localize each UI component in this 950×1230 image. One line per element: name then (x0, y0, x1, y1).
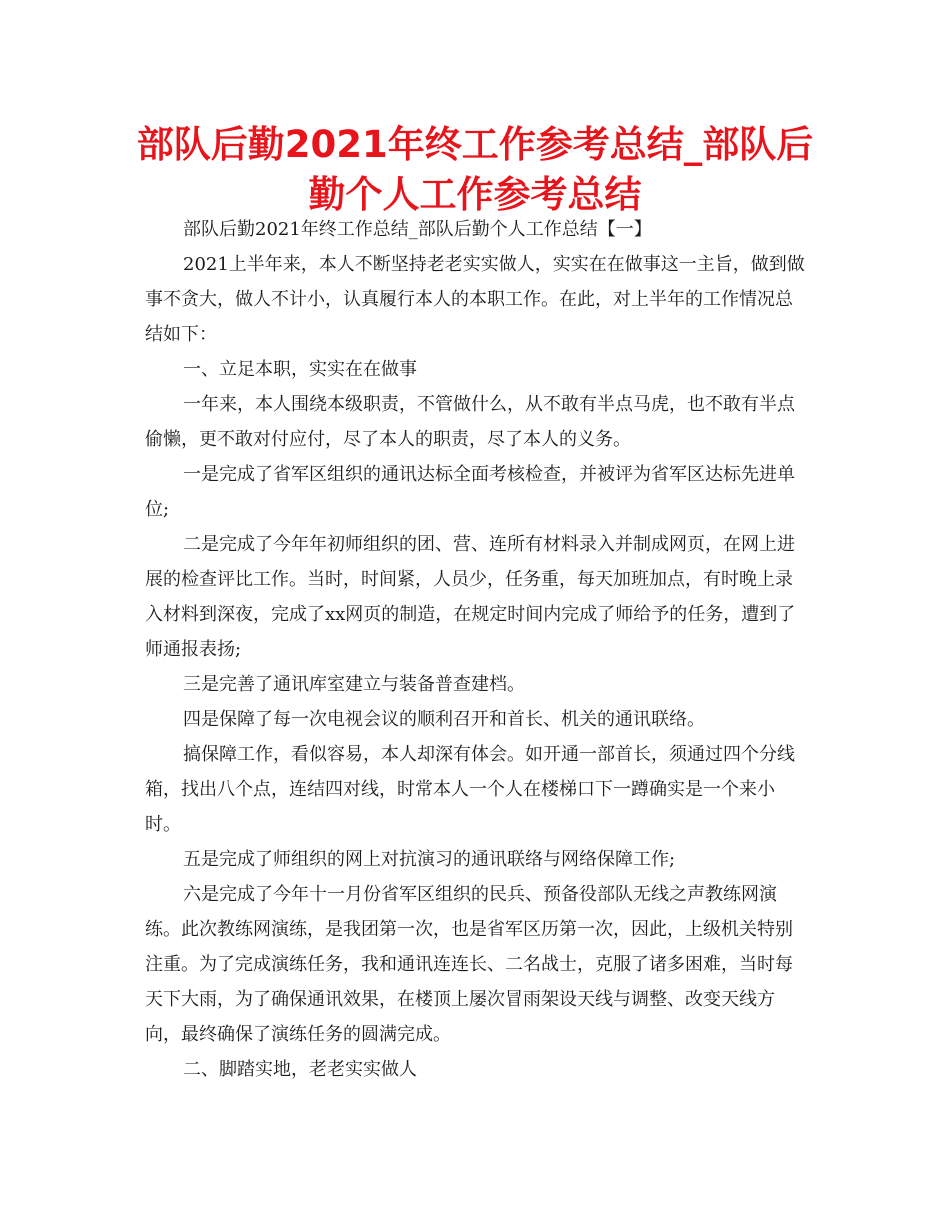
paragraph: 四是保障了每一次电视会议的顺利召开和首长、机关的通讯联络。 (183, 709, 705, 730)
section-heading: 二、脚踏实地，老老实实做人 (183, 1059, 417, 1080)
paragraph: 2021上半年来，本人不断坚持老老实实做人，实实在在做事这一主旨，做到做事不贪大，做人不计小，认真履行本人的本职工作。在此，对上半年的工作情况总结如下： (145, 254, 805, 345)
paragraph: 六是完成了今年十一月份省军区组织的民兵、预备役部队无线之声教练网演练。此次教练网演练，是我团第一次，也是省军区历第一次，因此，上级机关特别注重。为了完成演练任务，我和通讯连连长、二名战士，克服了诸多困难，当时每天下大雨，为了确保通讯效果，在楼顶上屡次冒雨架设天线与调整、改变天线方向，最终确保了演练任务的圆满完成。 (145, 884, 793, 1045)
section-heading: 部队后勤2021年终工作总结_部队后勤个人工作总结【一】 (183, 219, 652, 240)
paragraph: 三是完善了通讯库室建立与装备普查建档。 (183, 674, 525, 695)
section-heading: 一、立足本职，实实在在做事 (183, 359, 417, 380)
document-body (145, 212, 805, 1087)
paragraph: 一是完成了省军区组织的通讯达标全面考核检查，并被评为省军区达标先进单位; (145, 464, 795, 520)
paragraph: 搞保障工作，看似容易，本人却深有体会。如开通一部首长，须通过四个分线箱，找出八个点，连结四对线，时常本人一个人在楼梯口下一蹲确实是一个来小时。 (145, 744, 795, 835)
paragraph: 二是完成了今年年初师组织的团、营、连所有材料录入并制成网页，在网上进展的检查评比工作。当时，时间紧，人员少，任务重，每天加班加点，有时晚上录入材料到深夜，完成了xx网页的制造，在规定时间内完成了师给予的任务，遭到了师通报表扬; (145, 534, 796, 660)
paragraph: 一年来，本人围绕本级职责，不管做什么，从不敢有半点马虎，也不敢有半点偷懒，更不敢对付应付，尽了本人的职责，尽了本人的义务。 (145, 394, 795, 450)
document-title: 部队后勤2021年终工作参考总结_部队后勤个人工作参考总结 (136, 123, 814, 216)
paragraph: 五是完成了师组织的网上对抗演习的通讯联络与网络保障工作; (183, 849, 676, 870)
